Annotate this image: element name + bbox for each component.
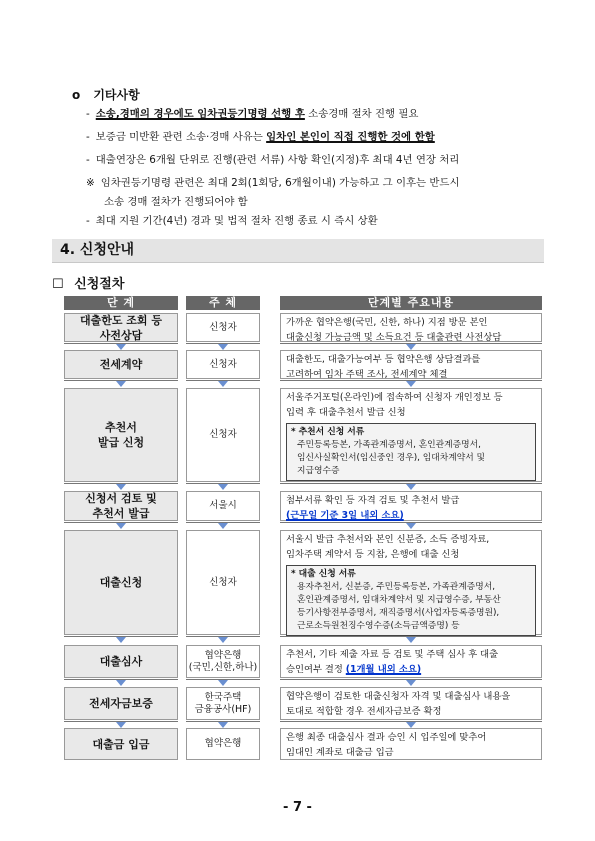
description-line: 협약은행이 검토한 대출신청자 자격 및 대출심사 내용을 [286,691,511,702]
description-cell [280,687,542,720]
misc-line-text: 최대 지원 기간(4년) 경과 및 법적 절차 진행 종료 시 즉시 상환 [95,215,378,227]
step-cell [64,728,178,760]
misc-line-text: 임차권등기명령 관련은 최대 2회(1회당, 6개월이내) 가능하고 그 이후는 반드시 [100,177,460,189]
description-line: 추천서, 기타 제출 자료 등 검토 및 주택 심사 후 대출 [286,649,499,660]
document-list-line: 임신사실확인서(임신중인 경우), 임대차계약서 및 [297,453,486,463]
step-cell [64,388,178,482]
description-cell [280,645,542,678]
description-line: 서울시 발급 추천서와 본인 신분증, 소득 증빙자료, [286,534,490,545]
down-arrow-icon [116,523,126,529]
document-list-line: 용자추천서, 신분증, 주민등록등본, 가족관계증명서, [297,582,496,592]
description-note-line [286,508,536,523]
misc-heading: 기타사항 [93,88,140,102]
down-arrow-icon [116,381,126,387]
actor-label: 신청자 [209,321,237,333]
description-line: 서울주거포털(온라인)에 접속하여 신청자 개인정보 등 [286,392,503,403]
document-list-line: 주민등록등본, 가족관계증명서, 혼인관계증명서, [297,440,481,450]
description-line: 대출한도, 대출가능여부 등 협약은행 상담결과를 [286,354,481,365]
description-cell [280,491,542,521]
step-cell [64,313,178,342]
description-cell [280,728,542,760]
step-label: 전세계약 [99,358,143,371]
misc-line-text: 소송 경매 절차가 진행되어야 함 [104,196,248,208]
description-text: 승인여부 결정 [286,664,346,675]
description-line: 은행 최종 대출심사 결과 승인 시 입주일에 맞추어 [286,732,487,743]
misc-line-text: 소송,경매의 경우에도 임차권등기명령 선행 후 [95,108,305,120]
actor-label: 신청자 [209,429,237,440]
misc-line-text: 대출연장은 6개월 단위로 진행(관련 서류) 사항 확인(지정)후 최대 4년 연장 처리 [95,154,460,166]
document-list-line: 등기사항전부증명서, 재직증명서(사업자등록증명원), [297,608,500,618]
actor-label: 신청자 [209,358,237,370]
misc-line [86,215,378,228]
down-arrow-icon [218,484,228,490]
actor-cell [186,388,260,482]
actor-cell [186,687,260,720]
actor-cell [186,530,260,635]
checkbox-icon: ☐ [52,277,64,292]
table-header: 단계별 주요내용 [280,296,542,310]
misc-line [104,196,248,209]
description-line: 입력 후 대출추천서 발급 신청 [286,407,406,418]
step-label: 신청서 검토 및 추천서 발급 [85,492,157,520]
step-label: 전세자금보증 [89,697,153,710]
section-bar [52,239,544,263]
misc-heading-row [72,84,140,103]
down-arrow-icon [406,381,416,387]
bullet-icon: o [72,88,81,102]
step-cell [64,687,178,720]
description-line: 가까운 협약은행(국민, 신한, 하나) 지점 방문 본인 [286,317,488,328]
down-arrow-icon [406,680,416,686]
misc-line [86,154,459,167]
step-cell [64,530,178,635]
description-cell [280,388,542,482]
step-label: 대출한도 조회 등 사전상담 [79,313,163,342]
page-number: - 7 - [283,800,312,815]
subsection-title-row [52,273,124,292]
document-list-title: * 추천서 신청 서류 [291,427,365,437]
step-cell [64,350,178,379]
misc-line-text: 소송경매 절차 진행 필요 [304,108,419,120]
description-line: 대출신청 가능금액 및 소득요건 등 대출관련 사전상담 [286,332,502,343]
table-header: 단 계 [64,296,178,310]
step-label: 추천서 발급 신청 [97,421,145,449]
step-label: 대출심사 [99,655,143,668]
description-line: 토대로 적합할 경우 전세자금보증 확정 [286,706,442,717]
description-line: 임대인 계좌로 대출금 입금 [286,747,394,758]
down-arrow-icon [406,637,416,643]
misc-line-prefix: - [86,154,90,166]
actor-cell [186,728,260,760]
description-note: (1개월 내외 소요) [345,664,422,675]
step-label: 대출신청 [99,576,143,589]
description-line: 고려하여 임차 주택 조사, 전세계약 체결 [286,369,448,380]
down-arrow-icon [406,523,416,529]
down-arrow-icon [218,523,228,529]
description-note-line [286,662,536,677]
actor-label: 협약은행 [204,738,242,749]
down-arrow-icon [218,680,228,686]
down-arrow-icon [218,381,228,387]
actor-cell [186,313,260,342]
misc-line-text: 임차인 본인이 직접 진행한 것에 한함 [266,131,435,143]
document-list-line: 지급영수증 [297,466,340,476]
description-cell [280,313,542,342]
misc-line-prefix: - [86,108,90,120]
document-list-box [286,565,536,636]
document-list-title: * 대출 신청 서류 [291,569,356,579]
down-arrow-icon [116,680,126,686]
description-cell [280,530,542,635]
misc-line-prefix: - [86,215,90,227]
description-cell [280,350,542,379]
actor-cell [186,491,260,521]
down-arrow-icon [218,637,228,643]
step-cell [64,645,178,678]
step-cell [64,491,178,521]
misc-line [86,108,418,121]
misc-line-text: 보증금 미반환 관련 소송·경매 사유는 [95,131,267,143]
step-label: 대출금 입금 [92,737,150,751]
document-list-line: 근로소득원천징수영수증(소득금액증명) 등 [297,621,460,631]
actor-cell [186,645,260,678]
table-header: 주 체 [186,296,260,310]
actor-cell [186,350,260,379]
misc-line-prefix: - [86,131,90,143]
actor-label: 협약은행 (국민,신한,하나) [188,649,258,673]
misc-line [86,131,435,144]
document-list-box [286,423,536,481]
actor-label: 한국주택 금융공사(HF) [194,691,252,715]
down-arrow-icon [116,637,126,643]
actor-label: 서울시 [209,500,237,511]
down-arrow-icon [406,484,416,490]
section-title: 4. 신청안내 [60,242,135,258]
misc-line [86,177,460,190]
misc-line-prefix: ※ [86,177,95,189]
description-note: (근무일 기준 3일 내외 소요) [286,510,404,521]
actor-label: 신청자 [209,576,237,588]
document-list-line: 혼인관계증명서, 임대차계약서 및 지급영수증, 부동산 [297,595,501,605]
down-arrow-icon [116,484,126,490]
subsection-title: 신청절차 [74,277,125,292]
description-line: 임차주택 계약서 등 지참, 은행에 대출 신청 [286,549,460,560]
description-line: 첨부서류 확인 등 자격 검토 및 추천서 발급 [286,495,460,506]
